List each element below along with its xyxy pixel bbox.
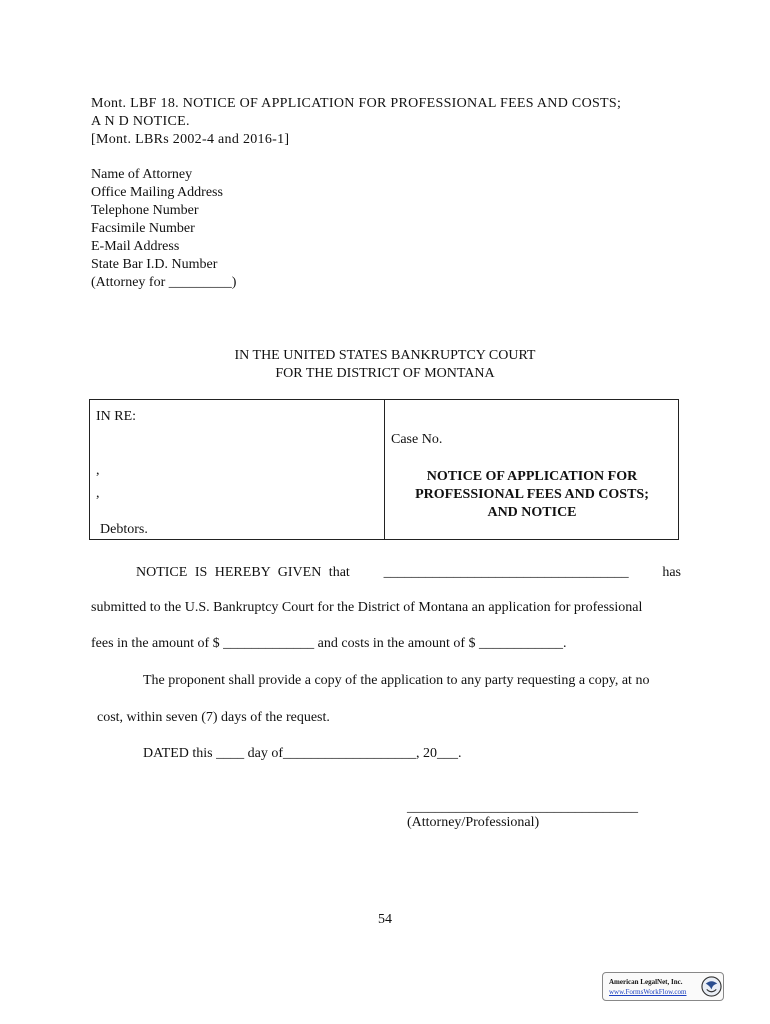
form-title-line1: Mont. LBF 18. NOTICE OF APPLICATION FOR PROFESSIONAL FEES AND COSTS; [91,96,622,111]
form-header [91,95,621,149]
signature-line: _________________________________ [407,800,638,815]
notice-title [387,468,677,522]
publisher-logo-icon [701,976,722,997]
rule-reference: [Mont. LBRs 2002-4 and 2016-1] [91,132,290,147]
dated-line: DATED this ____ day of___________________, 20___. [143,746,462,761]
proponent-paragraph-cont: cost, within seven (7) days of the request. [97,710,330,725]
debtor-name-line-1: , [96,463,100,478]
page-number: 54 [378,912,392,927]
notice-given-text: NOTICE IS HEREBY GIVEN that [136,565,350,580]
notice-title-line3: AND NOTICE [487,505,577,520]
notice-given-has: has [662,565,681,580]
attorney-for-line: (Attorney for _________) [91,275,237,290]
publisher-link[interactable]: www.FormsWorkFlow.com [609,988,687,996]
notice-title-line1: NOTICE OF APPLICATION FOR [426,469,638,484]
publisher-badge[interactable] [602,972,724,1001]
debtor-name-line-2: , [96,486,100,501]
fees-costs-paragraph: fees in the amount of $ _____________ and costs in the amount of $ ____________. [91,636,567,651]
bar-id-line: State Bar I.D. Number [91,257,218,272]
debtors-label: Debtors. [100,522,148,537]
notice-title-line2: PROFESSIONAL FEES AND COSTS; [415,487,649,502]
telephone-line: Telephone Number [91,203,199,218]
proponent-paragraph: The proponent shall provide a copy of the application to any party requesting a copy, at no [143,673,650,688]
applicant-name-blank: ___________________________________ [383,565,629,580]
caption-divider [384,400,385,539]
attorney-name-line: Name of Attorney [91,167,193,182]
court-district: FOR THE DISTRICT OF MONTANA [275,366,495,381]
case-number-label: Case No. [391,432,443,447]
notice-given-paragraph [136,565,681,581]
case-caption-box [89,399,679,540]
signature-label: (Attorney/Professional) [407,815,540,830]
email-line: E-Mail Address [91,239,180,254]
attorney-block [91,166,236,292]
facsimile-line: Facsimile Number [91,221,195,236]
publisher-name: American LegalNet, Inc. [609,978,683,986]
office-address-line: Office Mailing Address [91,185,223,200]
form-title-line2: A N D NOTICE. [91,114,190,129]
in-re-label: IN RE: [96,409,137,424]
court-heading [0,347,770,383]
court-name: IN THE UNITED STATES BANKRUPTCY COURT [234,348,536,363]
submitted-paragraph: submitted to the U.S. Bankruptcy Court for the District of Montana an application for professional [91,600,643,615]
